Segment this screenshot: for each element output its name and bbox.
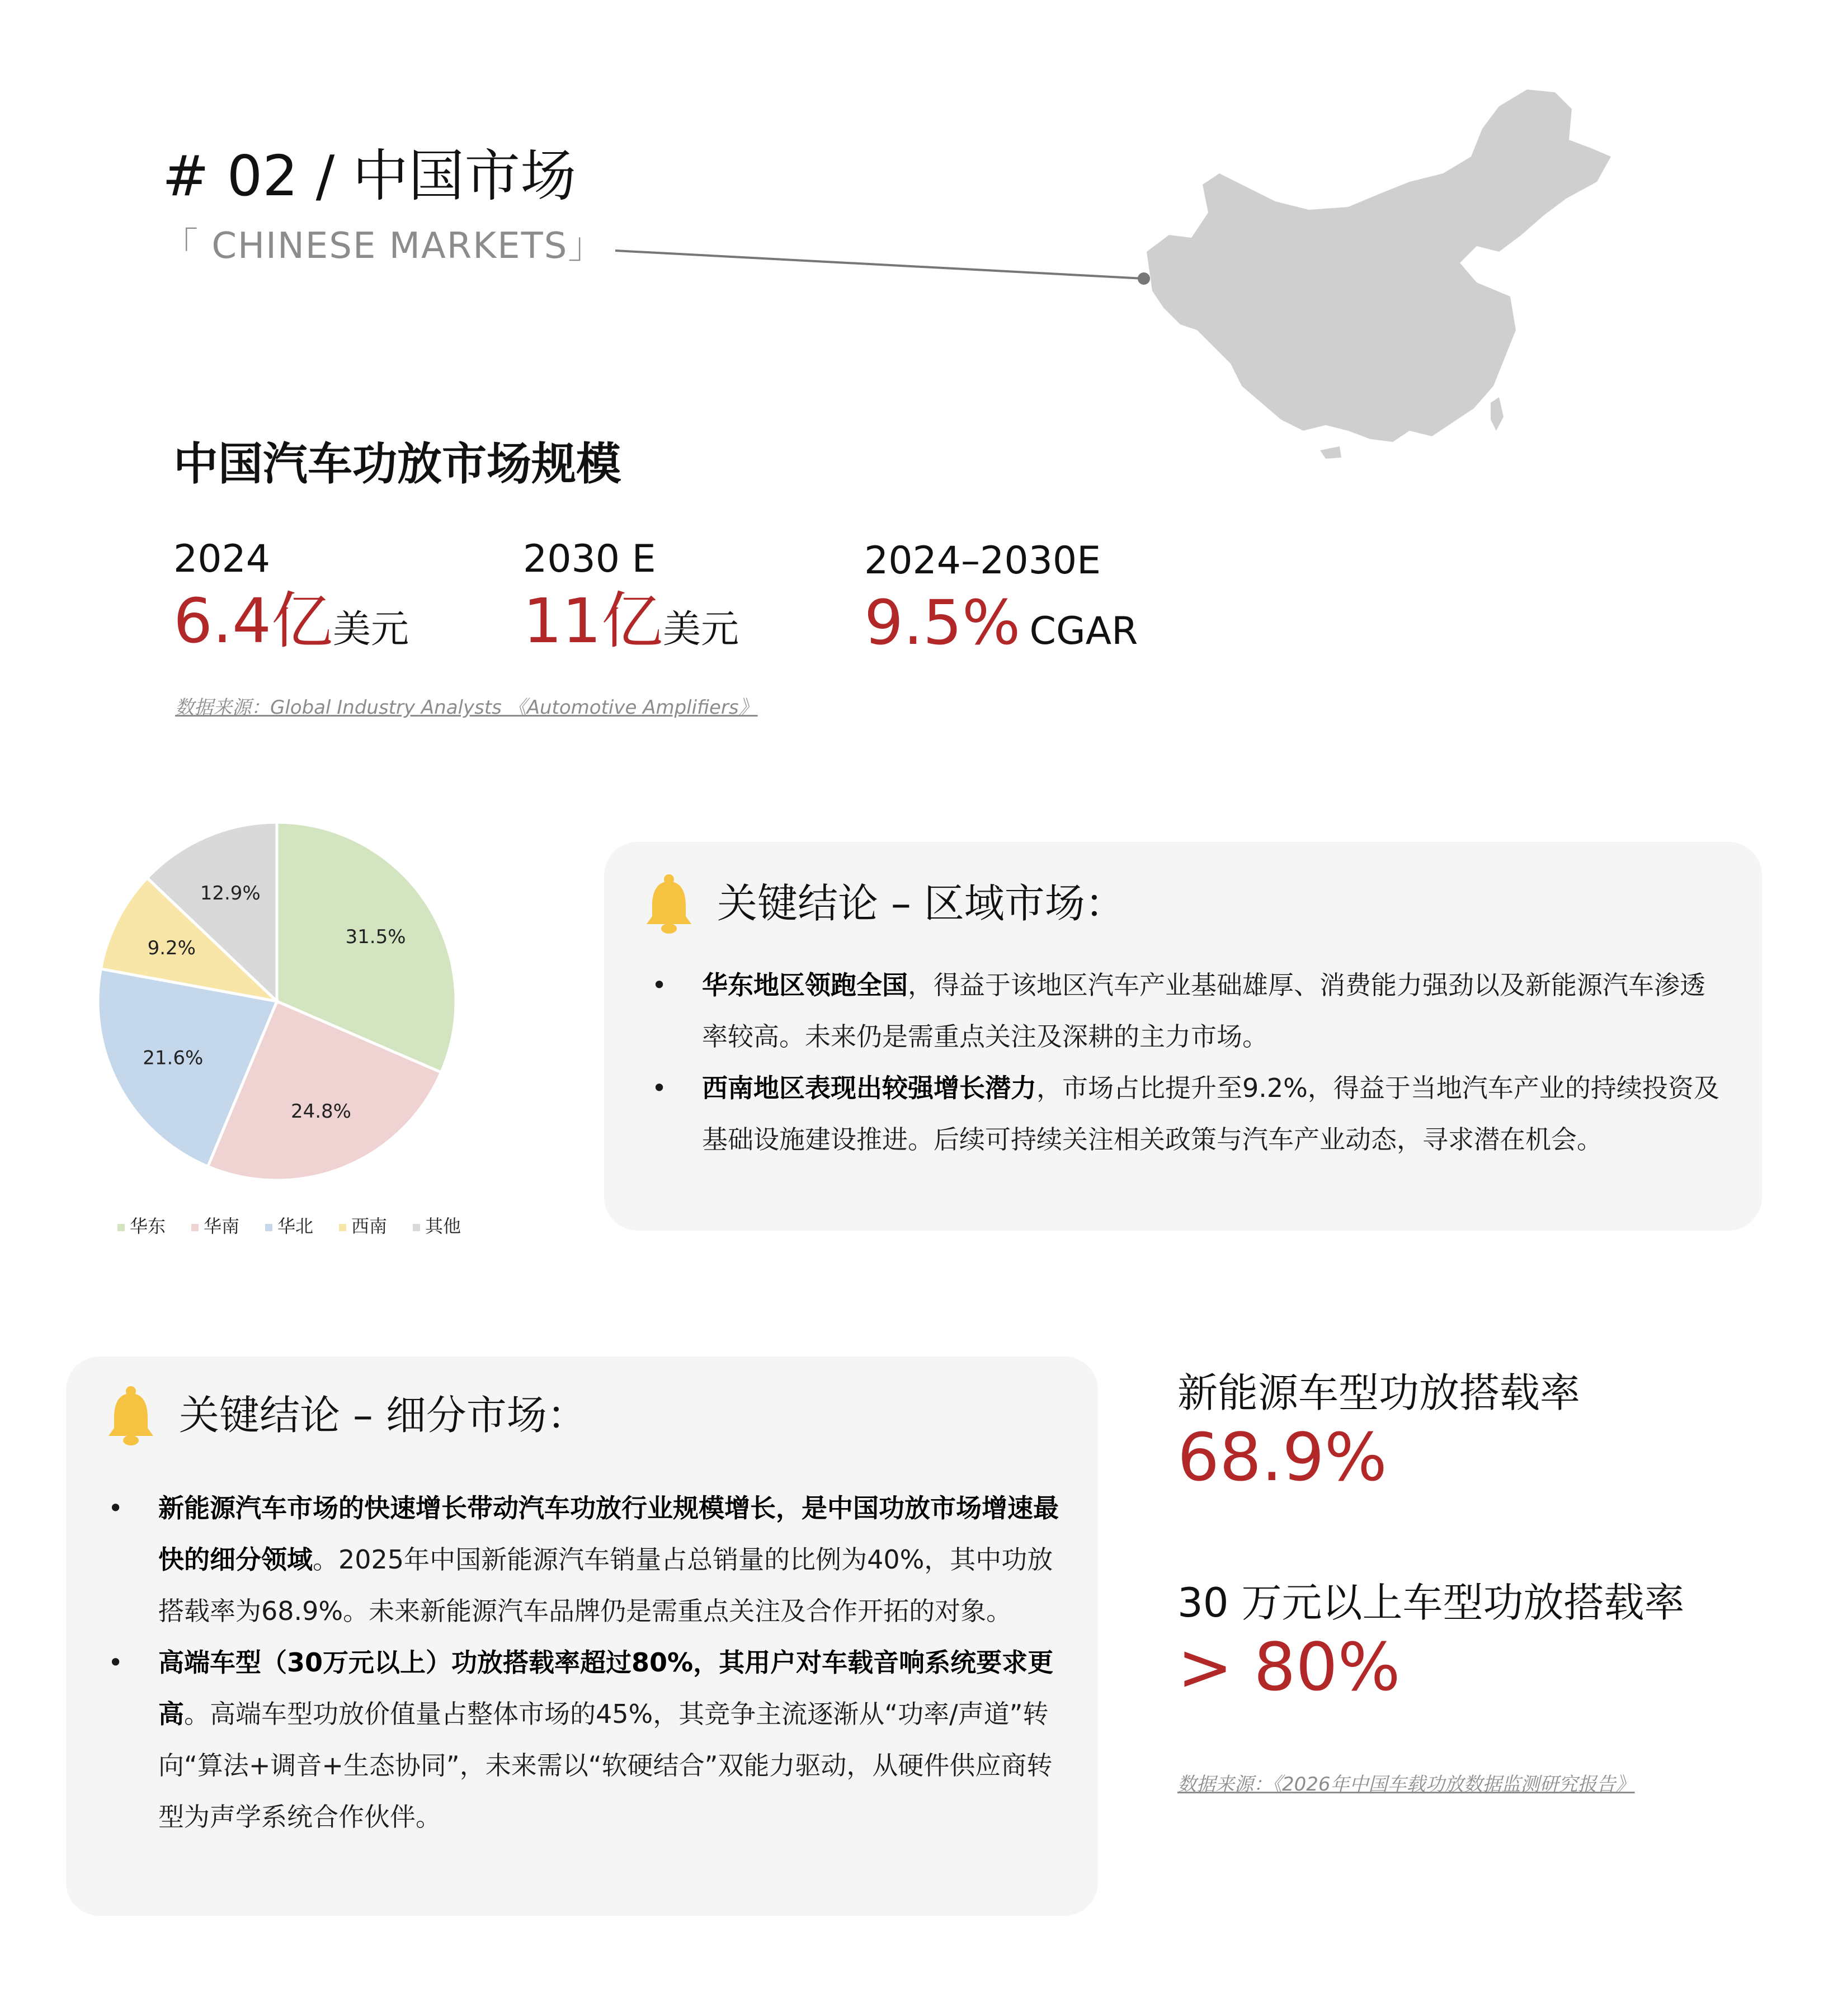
section-title: # 02 / 中国市场: [162, 143, 577, 209]
source-note: 数据来源：Global Industry Analysts 《Automotive Amplifiers》: [175, 696, 758, 719]
connector-dot: [1138, 272, 1150, 285]
legend-label: 华南: [204, 1216, 240, 1237]
bullet-item: • 华东地区领跑全国，得益于该地区汽车产业基础雄厚、消费能力强劲以及新能源汽车渗透率较高。未来仍是需重点关注及深耕的主力市场。: [652, 970, 1705, 1052]
stat-label: 2024–2030E: [864, 539, 1101, 583]
legend-label: 华东: [130, 1216, 166, 1237]
bullet-item: • 高端车型（30万元以上）功放搭载率超过80%，其用户对车载音响系统要求更高。高端车型功放价值量占整体市场的45%，其竞争主流逐渐从“功率/声道”转向“算法+调音+生态协同”，未来需以“软硬结合”双能力驱动，从硬件供应商转型为声学系统合作伙伴。: [108, 1647, 1054, 1832]
pie-value-label: 9.2%: [147, 937, 196, 960]
market-size-title: 中国汽车功放市场规模: [173, 438, 621, 490]
legend-swatch: [339, 1224, 346, 1231]
hainan-island: [1320, 446, 1341, 459]
region-bullet-list: [652, 959, 1720, 1165]
nev-attach-rate-stat: [1177, 1365, 1580, 1494]
stat-value: > 80%: [1177, 1628, 1401, 1706]
section-subtitle: 「 CHINESE MARKETS」: [162, 225, 605, 267]
source-note: 数据来源：《2026年中国车载功放数据监测研究报告》: [1177, 1773, 1635, 1796]
pie-value-label: 31.5%: [345, 926, 406, 949]
china-map-illustration: [604, 67, 1611, 459]
stat-value: 11亿美元: [523, 585, 739, 657]
legend-swatch: [265, 1224, 272, 1231]
card-title: 关键结论 – 细分市场：: [179, 1392, 587, 1439]
stat-value: 68.9%: [1177, 1419, 1387, 1496]
region-conclusion-card: [604, 842, 1762, 1231]
legend-label: 其他: [425, 1216, 461, 1237]
stat-cagr: [864, 536, 1138, 668]
card-title: 关键结论 – 区域市场：: [717, 880, 1125, 927]
bullet-item: • 新能源汽车市场的快速增长带动汽车功放行业规模增长，是中国功放市场增速最快的细分领域。2025年中国新能源汽车销量占总销量的比例为40%，其中功放搭载率为68.9%。未来新能源汽车品牌仍是需重点关注及合作开拓的对象。: [108, 1493, 1059, 1626]
stat-2030: [523, 534, 739, 666]
premium-attach-rate-stat: [1177, 1575, 1685, 1706]
legend-label: 西南: [351, 1216, 388, 1237]
stat-label: 2024: [173, 537, 271, 581]
pie-value-label: 24.8%: [290, 1100, 351, 1123]
segment-bullet-list: [108, 1482, 1064, 1843]
china-map-icon: [1147, 90, 1611, 442]
legend-swatch: [117, 1224, 125, 1231]
legend-label: 华北: [277, 1216, 314, 1237]
bell-icon: [105, 1384, 157, 1446]
stat-2024: [173, 534, 409, 666]
legend-swatch: [413, 1224, 420, 1231]
stat-value: 6.4亿美元: [173, 585, 409, 657]
connector-line: [615, 251, 1144, 279]
segment-conclusion-card: [66, 1356, 1098, 1916]
region-share-pie-chart: [98, 817, 489, 1242]
pie-value-label: 12.9%: [200, 882, 261, 905]
taiwan-island: [1491, 397, 1504, 431]
stat-label: 2030 E: [523, 537, 656, 581]
bullet-item: • 西南地区表现出较强增长潜力，市场占比提升至9.2%，得益于当地汽车产业的持续投资及基础设施建设推进。后续可持续关注相关政策与汽车产业动态，寻求潜在机会。: [652, 1073, 1719, 1155]
legend-swatch: [191, 1224, 199, 1231]
bell-icon: [643, 873, 695, 934]
stat-label: 30 万元以上车型功放搭载率: [1177, 1579, 1685, 1626]
stat-value: 9.5% CGAR: [864, 587, 1138, 658]
stat-label: 新能源车型功放搭载率: [1177, 1369, 1581, 1416]
pie-value-label: 21.6%: [143, 1047, 204, 1070]
